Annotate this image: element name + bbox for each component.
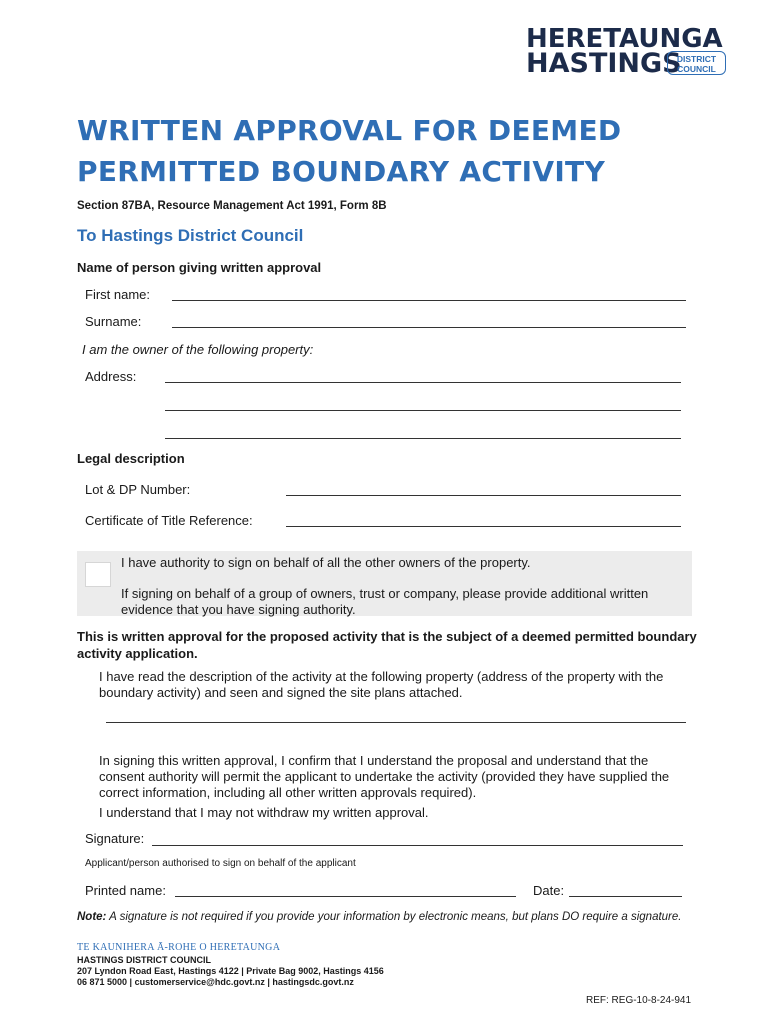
page-title: WRITTEN APPROVAL FOR DEEMED PERMITTED BOUNDARY ACTIVITY bbox=[77, 114, 622, 188]
authority-note: If signing on behalf of a group of owners, trust or company, please provide additional written evidence that you have signing authority. bbox=[121, 586, 649, 617]
lot-dp-field[interactable] bbox=[286, 495, 681, 496]
footer-contact: 06 871 5000 | customerservice@hdc.govt.nz | hastingsdc.govt.nz bbox=[77, 977, 354, 987]
logo-heretaunga: HERETAUNGA bbox=[526, 24, 723, 54]
date-field[interactable] bbox=[569, 896, 682, 897]
signature-note bbox=[77, 910, 697, 924]
signature-caption: Applicant/person authorised to sign on behalf of the applicant bbox=[85, 858, 356, 869]
approval-heading: This is written approval for the proposed activity that is the subject of a deemed permitted boundary activity application. bbox=[77, 629, 697, 661]
first-name-field[interactable] bbox=[172, 300, 686, 301]
confirm-statement: In signing this written approval, I confirm that I understand the proposal and understand that the consent authority will permit the applicant to undertake the activity (provided they have supplied the correct information, including all other written approvals required). bbox=[99, 753, 670, 800]
title-reference-label: Certificate of Title Reference: bbox=[85, 513, 253, 528]
addressee: To Hastings District Council bbox=[77, 226, 304, 245]
form-reference: Section 87BA, Resource Management Act 1991, Form 8B bbox=[77, 200, 387, 212]
withdraw-statement: I understand that I may not withdraw my written approval. bbox=[99, 805, 429, 820]
logo-badge-line1: DISTRICT bbox=[676, 54, 717, 64]
legal-heading: Legal description bbox=[77, 451, 185, 466]
address-field-line2[interactable] bbox=[165, 410, 681, 411]
surname-label: Surname: bbox=[85, 314, 142, 329]
person-heading: Name of person giving written approval bbox=[77, 260, 322, 275]
first-name-label: First name: bbox=[85, 287, 151, 302]
reference-number: REF: REG-10-8-24-941 bbox=[586, 995, 692, 1006]
footer-council-name: HASTINGS DISTRICT COUNCIL bbox=[77, 955, 211, 965]
owner-statement: I am the owner of the following property: bbox=[82, 342, 314, 357]
printed-name-field[interactable] bbox=[175, 896, 516, 897]
printed-name-label: Printed name: bbox=[85, 883, 166, 898]
logo-badge bbox=[667, 51, 726, 75]
footer-address: 207 Lyndon Road East, Hastings 4122 | Private Bag 9002, Hastings 4156 bbox=[77, 966, 384, 976]
title-reference-field[interactable] bbox=[286, 526, 681, 527]
surname-field[interactable] bbox=[172, 327, 686, 328]
note-prefix: Note: bbox=[77, 911, 107, 923]
logo-badge-line2: COUNCIL bbox=[677, 64, 716, 74]
signature-field[interactable] bbox=[152, 845, 683, 846]
logo-hastings: HASTINGS bbox=[526, 48, 682, 79]
note-text: A signature is not required if you provide your information by electronic means, but plans DO require a signature. bbox=[106, 911, 682, 923]
read-statement: I have read the description of the activity at the following property (address of the property with the boundary activity) and seen and signed the site plans attached. bbox=[99, 669, 664, 700]
authority-checkbox[interactable] bbox=[85, 562, 111, 587]
authority-statement: I have authority to sign on behalf of all the other owners of the property. bbox=[121, 555, 531, 570]
footer-maori-name: TE KAUNIHERA Ā-ROHE O HERETAUNGA bbox=[77, 942, 281, 953]
address-field-line1[interactable] bbox=[165, 382, 681, 383]
property-address-field[interactable] bbox=[106, 722, 686, 723]
date-label: Date: bbox=[533, 883, 565, 898]
signature-label: Signature: bbox=[85, 831, 145, 846]
address-label: Address: bbox=[85, 369, 137, 384]
lot-dp-label: Lot & DP Number: bbox=[85, 482, 191, 497]
address-field-line3[interactable] bbox=[165, 438, 681, 439]
